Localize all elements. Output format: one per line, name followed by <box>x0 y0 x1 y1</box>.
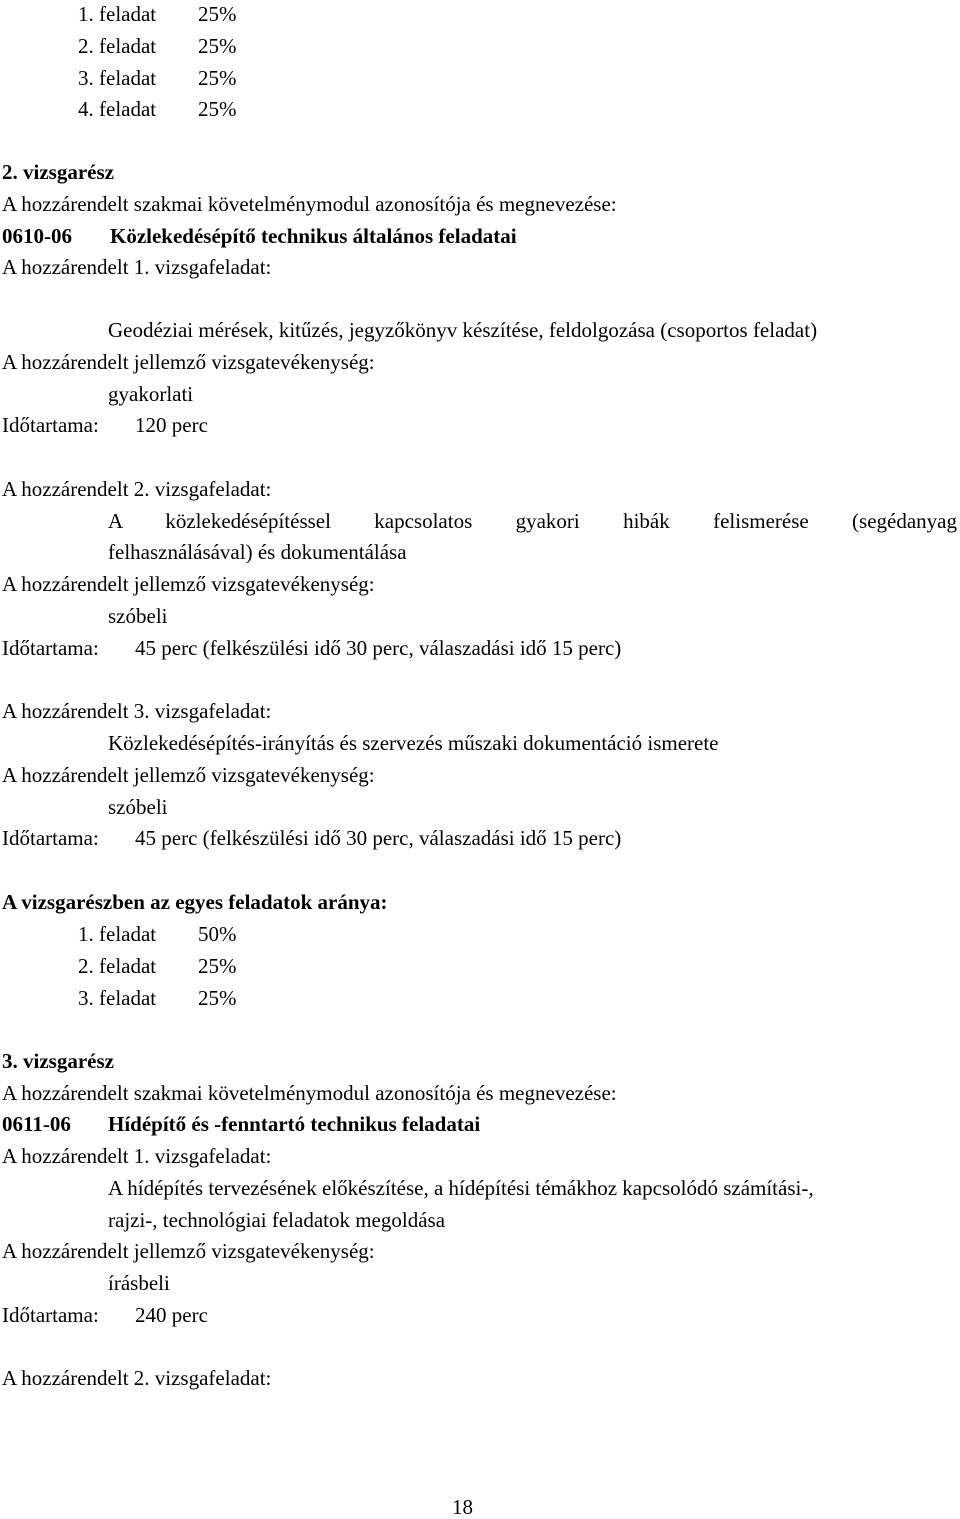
part2-task3-activity-label: A hozzárendelt jellemző vizsgatevékenység: <box>2 763 375 787</box>
top-list-item-1: 1. feladat 25% <box>78 2 237 26</box>
part2-task3-activity: szóbeli <box>108 795 168 819</box>
part2-task3-label: A hozzárendelt 3. vizsgafeladat: <box>2 699 272 723</box>
part2-task2-duration: Időtartama: 45 perc (felkészülési idő 30 perc, válaszadási idő 15 perc) <box>2 636 622 660</box>
part3-task1-duration: Időtartama: 240 perc <box>2 1303 208 1327</box>
part2-task1-description: Geodéziai mérések, kitűzés, jegyzőkönyv készítése, feldolgozása (csoportos feladat) <box>108 318 818 342</box>
part3-module: 0611-06 Hídépítő és -fenntartó technikus feladatai <box>2 1112 481 1136</box>
part2-task1-activity: gyakorlati <box>108 382 194 406</box>
part3-task1-label: A hozzárendelt 1. vizsgafeladat: <box>2 1144 272 1168</box>
part3-task1-description-line2: rajzi-, technológiai feladatok megoldása <box>108 1208 446 1232</box>
part2-task2-description-line2: felhasználásával) és dokumentálása <box>108 540 407 564</box>
part3-task1-description-line1: A hídépítés tervezésének előkészítése, a hídépítési témákhoz kapcsolódó számítási-, <box>108 1176 814 1200</box>
part2-task3-description: Közlekedésépítés-irányítás és szervezés műszaki dokumentáció ismerete <box>108 731 719 755</box>
part2-task1-activity-label: A hozzárendelt jellemző vizsgatevékenység: <box>2 350 375 374</box>
part3-module-label: A hozzárendelt szakmai követelménymodul azonosítója és megnevezése: <box>2 1081 617 1105</box>
part3-task2-label: A hozzárendelt 2. vizsgafeladat: <box>2 1366 272 1390</box>
top-list-item-2: 2. feladat 25% <box>78 34 237 58</box>
part2-task2-activity: szóbeli <box>108 604 168 628</box>
part2-ratio-heading: A vizsgarészben az egyes feladatok aránya: <box>2 890 388 914</box>
part3-heading: 3. vizsgarész <box>2 1049 114 1073</box>
top-list-item-4: 4. feladat 25% <box>78 97 237 121</box>
part2-task2-activity-label: A hozzárendelt jellemző vizsgatevékenység: <box>2 572 375 596</box>
part3-task1-activity-label: A hozzárendelt jellemző vizsgatevékenység: <box>2 1239 375 1263</box>
part2-task2-label: A hozzárendelt 2. vizsgafeladat: <box>2 477 272 501</box>
page-number: 18 <box>452 1495 473 1519</box>
part2-task1-duration: Időtartama: 120 perc <box>2 413 208 437</box>
part2-task1-label: A hozzárendelt 1. vizsgafeladat: <box>2 255 272 279</box>
part2-ratio-item-1: 1. feladat 50% <box>78 922 237 946</box>
part3-task1-activity: írásbeli <box>108 1271 170 1295</box>
top-list-item-3: 3. feladat 25% <box>78 66 237 90</box>
part2-ratio-item-2: 2. feladat 25% <box>78 954 237 978</box>
part2-heading: 2. vizsgarész <box>2 160 114 184</box>
part2-ratio-item-3: 3. feladat 25% <box>78 986 237 1010</box>
part2-module: 0610-06 Közlekedésépítő technikus általános feladatai <box>2 224 517 248</box>
part2-task2-description-line1: A közlekedésépítéssel kapcsolatos gyakori hibák felismerése (segédanyag <box>108 509 957 533</box>
part2-task3-duration: Időtartama: 45 perc (felkészülési idő 30 perc, válaszadási idő 15 perc) <box>2 826 622 850</box>
part2-module-label: A hozzárendelt szakmai követelménymodul azonosítója és megnevezése: <box>2 192 617 216</box>
